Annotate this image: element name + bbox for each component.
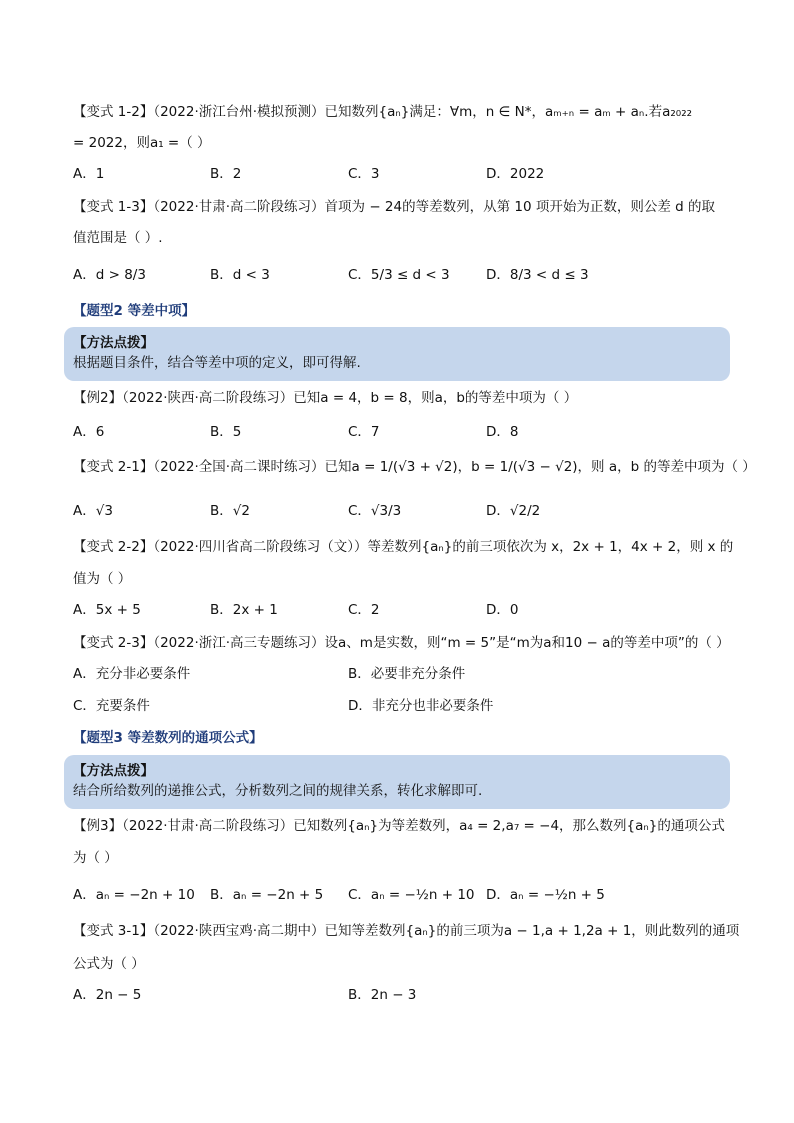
section-3-heading: 【题型3 等差数列的通项公式】 — [73, 730, 263, 746]
q2-1-option-c: C．√3/3 — [348, 503, 402, 519]
q2-1-line1: 【变式 2-1】（2022·全国·高二课时练习）已知a = 1/(√3 + √2)，b = 1/(√3 − √2)，则 a，b 的等差中项为（ ） — [73, 459, 756, 475]
q1-3-option-c: C．5/3 ≤ d < 3 — [348, 267, 450, 283]
section-2-heading: 【题型2 等差中项】 — [73, 303, 196, 319]
q3-1-line1: 【变式 3-1】（2022·陕西宝鸡·高二期中）已知等差数列{aₙ}的前三项为a − 1,a + 1,2a + 1，则此数列的通项 — [73, 923, 740, 939]
section-2-tip-box — [64, 327, 730, 381]
q1-2-line1: 【变式 1-2】（2022·浙江台州·模拟预测）已知数列{aₙ}满足：∀m，n ∈ N*，aₘ₊ₙ = aₘ + aₙ.若a₂₀₂₂ — [73, 104, 693, 120]
q3-1-option-b: B．2n − 3 — [348, 987, 417, 1003]
ex2-option-a: A．6 — [73, 424, 105, 440]
q1-3-line2: 值范围是（ ）. — [73, 230, 163, 246]
q2-1-option-d: D．√2/2 — [486, 503, 541, 519]
q1-3-option-a: A．d > 8/3 — [73, 267, 146, 283]
q2-3-option-a: A．充分非必要条件 — [73, 666, 191, 682]
ex2-option-b: B．5 — [210, 424, 242, 440]
q1-2-option-c: C．3 — [348, 166, 380, 182]
ex2-line1: 【例2】（2022·陕西·高二阶段练习）已知a = 4，b = 8，则a，b的等差中项为（ ） — [73, 390, 578, 406]
q1-3-line1: 【变式 1-3】（2022·甘肃·高二阶段练习）首项为 − 24的等差数列，从第 10 项开始为正数，则公差 d 的取 — [73, 199, 716, 215]
q2-2-line1: 【变式 2-2】（2022·四川省高二阶段练习（文））等差数列{aₙ}的前三项依次为 x，2x + 1，4x + 2，则 x 的 — [73, 539, 734, 555]
ex3-line1: 【例3】（2022·甘肃·高二阶段练习）已知数列{aₙ}为等差数列，a₄ = 2,a₇ = −4，那么数列{aₙ}的通项公式 — [73, 818, 725, 834]
q1-2-line2: = 2022，则a₁ =（ ） — [73, 135, 211, 151]
ex2-option-d: D．8 — [486, 424, 519, 440]
q2-1-option-b: B．√2 — [210, 503, 250, 519]
q2-1-option-a: A．√3 — [73, 503, 113, 519]
q1-3-option-b: B．d < 3 — [210, 267, 270, 283]
section-3-tip-box — [64, 755, 730, 809]
ex3-line2: 为（ ） — [73, 850, 118, 866]
section-2-tip-title: 【方法点拨】 — [73, 335, 154, 351]
section-3-tip-title: 【方法点拨】 — [73, 763, 154, 779]
q2-2-option-b: B．2x + 1 — [210, 602, 278, 618]
q2-3-option-b: B．必要非充分条件 — [348, 666, 466, 682]
ex2-option-c: C．7 — [348, 424, 380, 440]
q2-3-option-d: D．非充分也非必要条件 — [348, 698, 494, 714]
q1-2-option-b: B．2 — [210, 166, 242, 182]
ex3-option-d: D．aₙ = −½n + 5 — [486, 887, 605, 903]
section-3-tip-body: 结合所给数列的递推公式，分析数列之间的规律关系，转化求解即可. — [73, 783, 483, 799]
ex3-option-a: A．aₙ = −2n + 10 — [73, 887, 195, 903]
section-2-tip-body: 根据题目条件，结合等差中项的定义，即可得解. — [73, 355, 361, 371]
q1-3-option-d: D．8/3 < d ≤ 3 — [486, 267, 589, 283]
q1-2-option-d: D．2022 — [486, 166, 545, 182]
q3-1-line2: 公式为（ ） — [73, 956, 145, 972]
ex3-option-c: C．aₙ = −½n + 10 — [348, 887, 475, 903]
q3-1-option-a: A．2n − 5 — [73, 987, 142, 1003]
q2-2-option-a: A．5x + 5 — [73, 602, 141, 618]
q2-2-option-d: D．0 — [486, 602, 519, 618]
ex3-option-b: B．aₙ = −2n + 5 — [210, 887, 324, 903]
q2-2-option-c: C．2 — [348, 602, 380, 618]
q2-3-line1: 【变式 2-3】（2022·浙江·高三专题练习）设a、m是实数，则“m = 5”是“m为a和10 − a的等差中项”的（ ） — [73, 635, 730, 651]
q2-3-option-c: C．充要条件 — [73, 698, 150, 714]
q2-2-line2: 值为（ ） — [73, 571, 132, 587]
q1-2-option-a: A．1 — [73, 166, 105, 182]
